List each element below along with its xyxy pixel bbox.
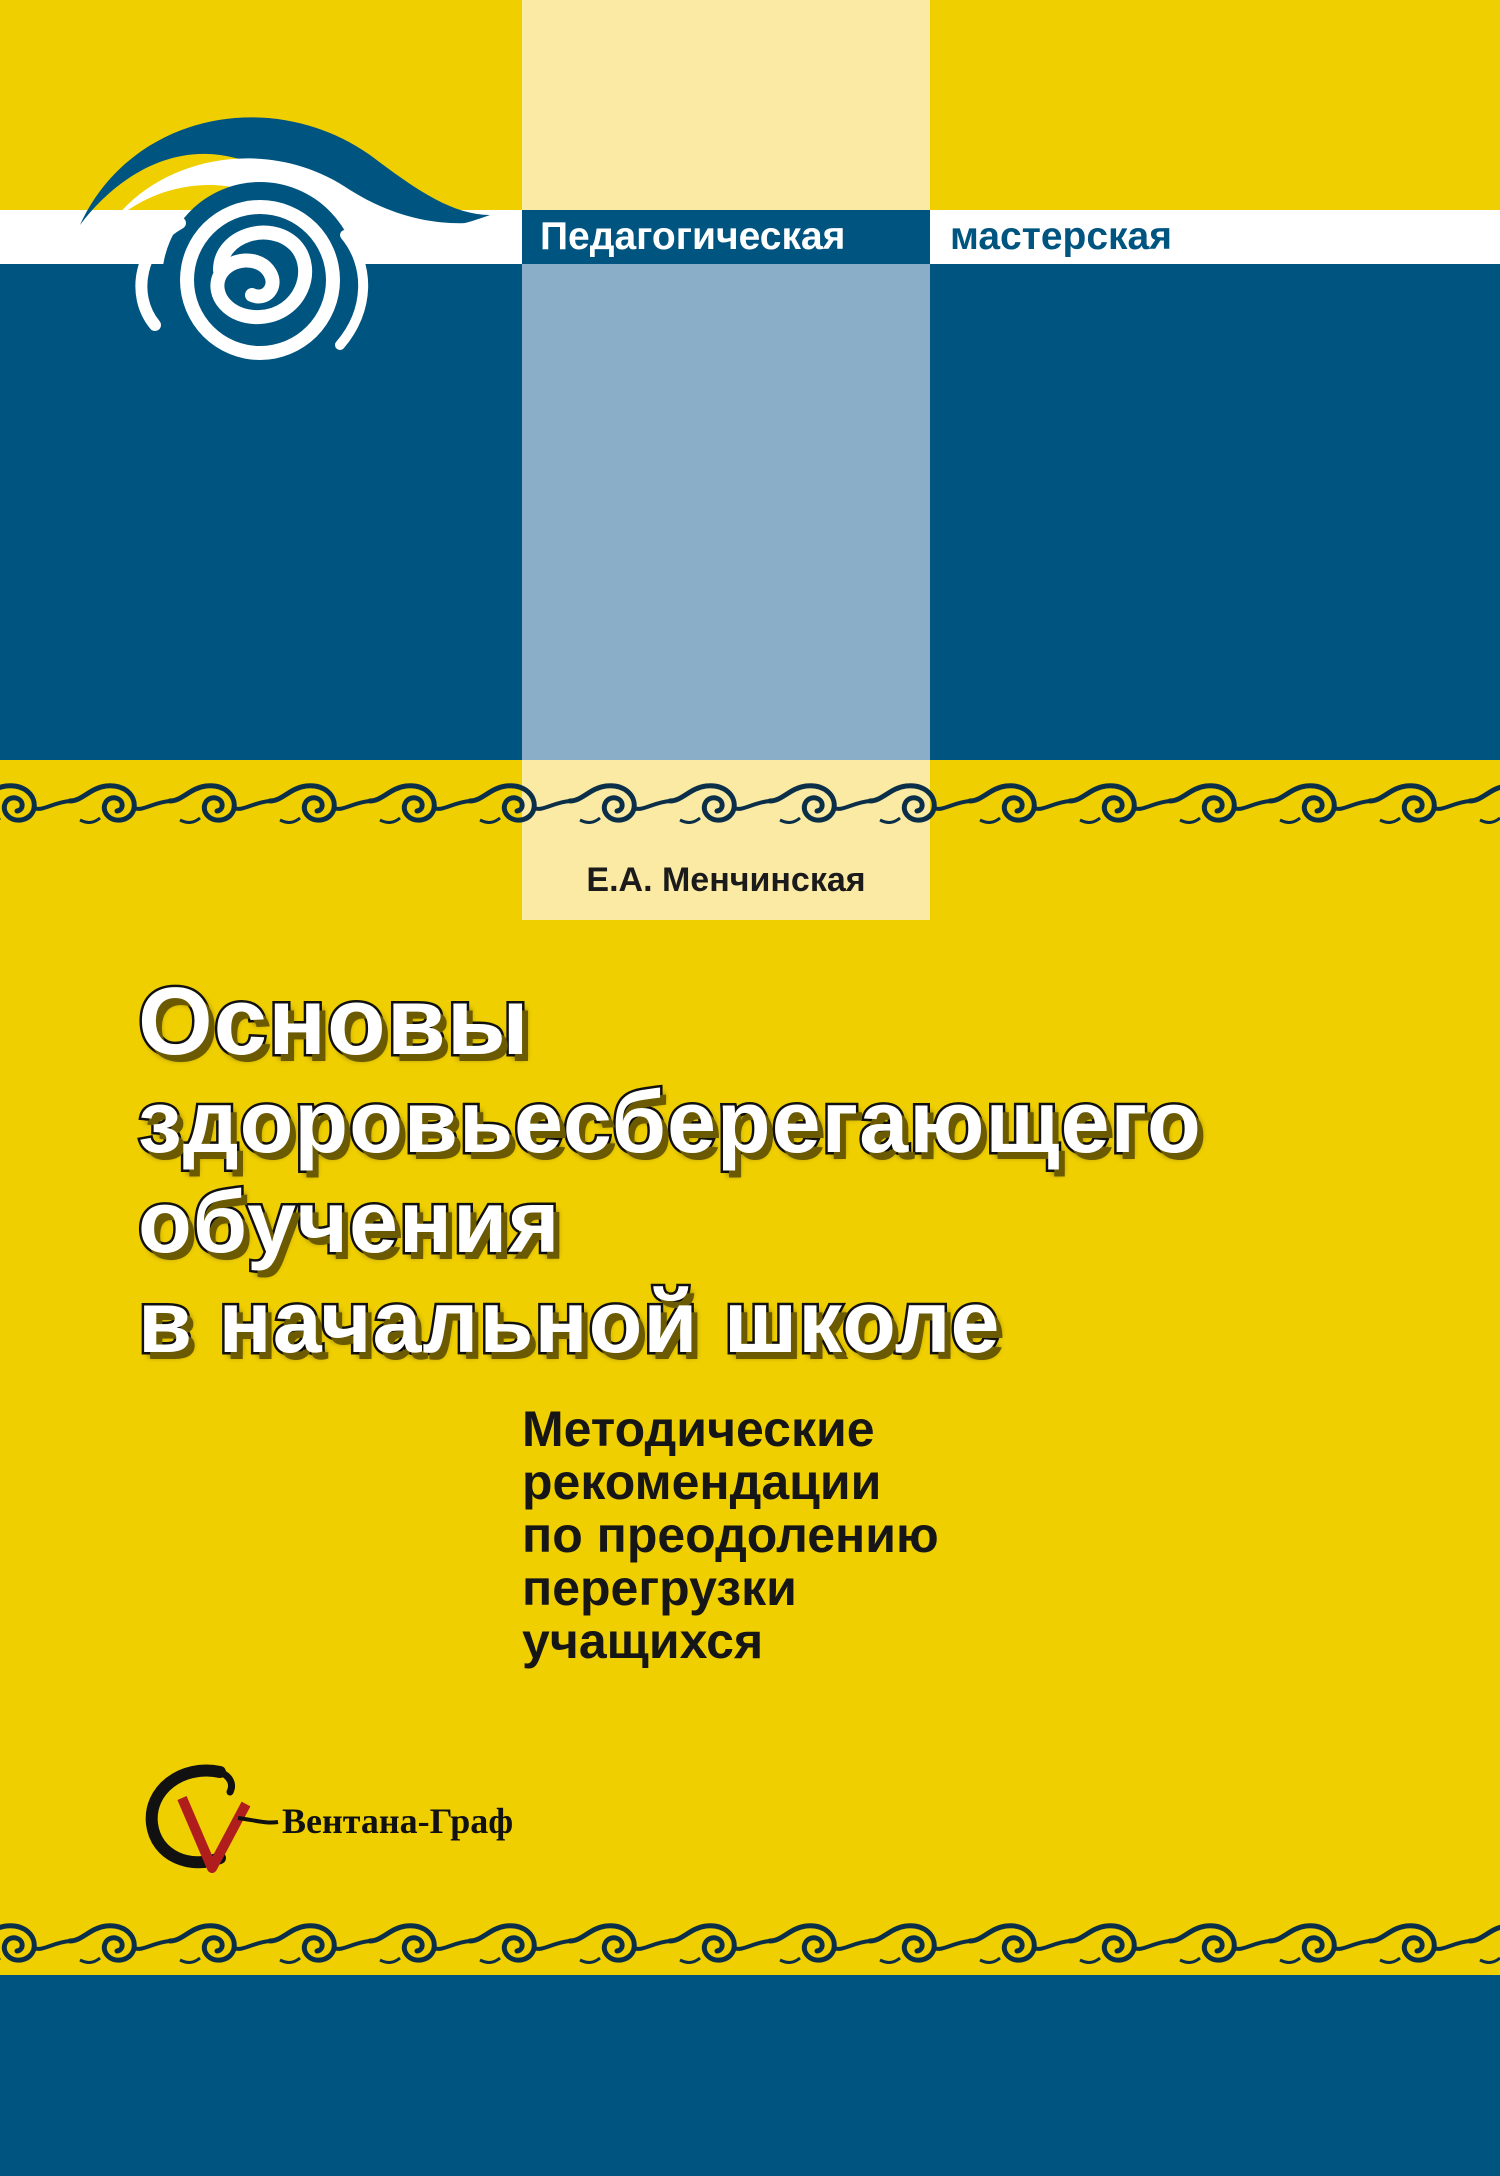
publisher-name: Вентана-Граф [282, 1801, 514, 1841]
eye-spiral-logo-icon [70, 95, 500, 380]
spiral-ornament-icon [0, 786, 1500, 823]
subtitle-line: по преодолению [522, 1507, 939, 1563]
bottom-blue-band [0, 1975, 1500, 2176]
title-line: Основы [138, 968, 530, 1075]
subtitle-line: Методические [522, 1401, 875, 1457]
subtitle-line: рекомендации [522, 1454, 882, 1510]
subtitle-line: учащихся [522, 1613, 764, 1669]
pale-blue-panel [522, 264, 930, 760]
author-name: Е.А. Менчинская [586, 861, 866, 899]
book-subtitle [522, 1403, 1222, 1668]
spiral-ornament-icon [0, 1926, 1500, 1963]
book-title [138, 968, 1438, 1372]
ornament-border-bottom [0, 1908, 1500, 1974]
subtitle-line: перегрузки [522, 1560, 797, 1616]
series-name-right: мастерская [950, 215, 1172, 258]
title-line: обучения [138, 1172, 561, 1271]
title-line: здоровьесберегающего [138, 1072, 1202, 1171]
publisher-monogram-icon [142, 1758, 282, 1878]
title-line: в начальной школе [138, 1272, 1001, 1371]
series-name-left: Педагогическая [540, 215, 846, 258]
ornament-border-top [0, 768, 1500, 834]
